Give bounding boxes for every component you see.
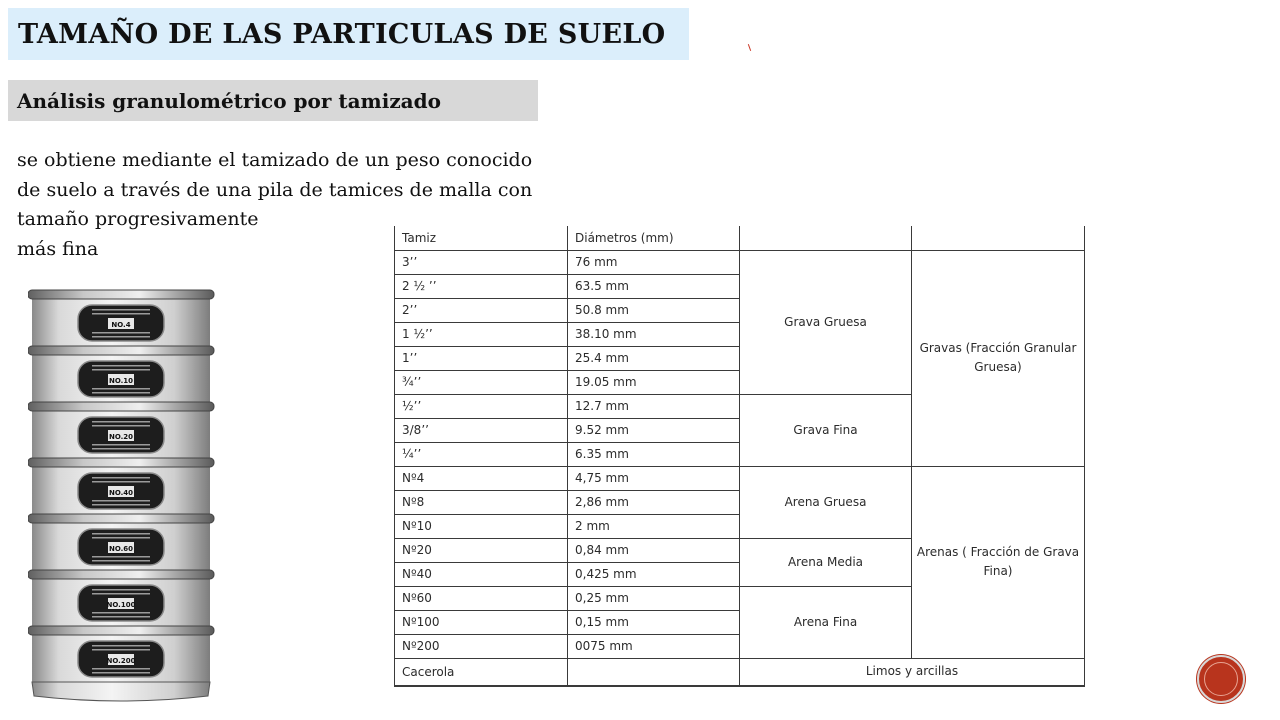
sieve-stack-image xyxy=(28,284,216,704)
cell-tamiz: 1’’ xyxy=(395,346,568,370)
cell-tamiz: Nº100 xyxy=(395,610,568,634)
cell-diametro: 0,25 mm xyxy=(568,586,740,610)
cell-tamiz: ¼’’ xyxy=(395,442,568,466)
cell-tamiz: Nº200 xyxy=(395,634,568,658)
cell-tamiz: Cacerola xyxy=(395,658,568,686)
cell-tamiz: Nº10 xyxy=(395,514,568,538)
cell-class-limos: Limos y arcillas xyxy=(740,658,1085,686)
cell-tamiz: 3’’ xyxy=(395,250,568,274)
header-empty xyxy=(740,226,912,250)
cell-tamiz: Nº4 xyxy=(395,466,568,490)
subtitle-bar xyxy=(8,80,538,121)
sieve-layer xyxy=(28,402,214,458)
sieve-number-label: NO.20 xyxy=(108,433,134,441)
cell-tamiz: ½’’ xyxy=(395,394,568,418)
table-header-row xyxy=(395,226,1085,250)
sieve-size-table xyxy=(394,226,1085,687)
header-tamiz: Tamiz xyxy=(395,226,568,250)
cell-diametro: 6.35 mm xyxy=(568,442,740,466)
cell-diametro: 76 mm xyxy=(568,250,740,274)
nav-circle-icon xyxy=(1204,662,1238,696)
cell-subclass-arena-gruesa: Arena Gruesa xyxy=(740,466,912,538)
cell-diametro: 2 mm xyxy=(568,514,740,538)
header-empty xyxy=(912,226,1085,250)
body-line: se obtiene mediante el tamizado de un peso conocido xyxy=(17,149,533,171)
sieve-layer xyxy=(28,346,214,402)
cell-tamiz: 2’’ xyxy=(395,298,568,322)
sieve-layer xyxy=(28,626,214,682)
cell-subclass-grava-fina: Grava Fina xyxy=(740,394,912,466)
sieve-number-label: NO.200 xyxy=(106,657,136,665)
cell-diametro: 63.5 mm xyxy=(568,274,740,298)
sieve-number-label: NO.60 xyxy=(108,545,134,553)
cell-diametro: 38.10 mm xyxy=(568,322,740,346)
cell-class-arenas: Arenas ( Fracción de Grava Fina) xyxy=(912,466,1085,658)
cell-diametro: 50.8 mm xyxy=(568,298,740,322)
table-row-cacerola xyxy=(395,658,1085,686)
cell-diametro: 12.7 mm xyxy=(568,394,740,418)
cell-tamiz: ¾’’ xyxy=(395,370,568,394)
slide-title: TAMAÑO DE LAS PARTICULAS DE SUELO xyxy=(18,18,666,50)
cell-diametro: 0,84 mm xyxy=(568,538,740,562)
cell-subclass-grava-gruesa: Grava Gruesa xyxy=(740,250,912,394)
sieve-layer xyxy=(28,570,214,626)
cell-diametro: 0075 mm xyxy=(568,634,740,658)
next-slide-button[interactable] xyxy=(1197,655,1245,703)
cell-diametro: 19.05 mm xyxy=(568,370,740,394)
sieve-layer xyxy=(28,458,214,514)
sieve-pan xyxy=(32,682,210,701)
decorative-tick xyxy=(748,44,751,51)
table-row xyxy=(395,250,1085,274)
cell-diametro: 9.52 mm xyxy=(568,418,740,442)
slide-subtitle: Análisis granulométrico por tamizado xyxy=(17,88,441,113)
cell-tamiz: 3/8’’ xyxy=(395,418,568,442)
cell-diametro: 2,86 mm xyxy=(568,490,740,514)
sieve-number-label: NO.10 xyxy=(108,377,134,385)
sieve-number-label: NO.100 xyxy=(106,601,136,609)
cell-diametro: 25.4 mm xyxy=(568,346,740,370)
table-row xyxy=(395,466,1085,490)
cell-tamiz: Nº40 xyxy=(395,562,568,586)
cell-empty xyxy=(568,658,740,686)
body-line: de suelo a través de una pila de tamices de malla con xyxy=(17,178,533,201)
cell-tamiz: 2 ½ ’’ xyxy=(395,274,568,298)
sieve-number-label: NO.4 xyxy=(111,321,131,329)
body-line: tamaño progresivamente xyxy=(17,208,259,230)
cell-diametro: 0,15 mm xyxy=(568,610,740,634)
cell-tamiz: Nº20 xyxy=(395,538,568,562)
sieve-layer xyxy=(28,290,214,346)
cell-diametro: 4,75 mm xyxy=(568,466,740,490)
cell-class-gravas: Gravas (Fracción Granular Gruesa) xyxy=(912,250,1085,466)
sieve-table-container xyxy=(394,226,1084,708)
header-diametro: Diámetros (mm) xyxy=(568,226,740,250)
cell-subclass-arena-fina: Arena Fina xyxy=(740,586,912,658)
sieve-number-label: NO.40 xyxy=(108,489,134,497)
cell-diametro: 0,425 mm xyxy=(568,562,740,586)
title-bar xyxy=(8,8,689,60)
cell-tamiz: 1 ½’’ xyxy=(395,322,568,346)
sieve-layer xyxy=(28,514,214,570)
cell-tamiz: Nº60 xyxy=(395,586,568,610)
cell-tamiz: Nº8 xyxy=(395,490,568,514)
cell-subclass-arena-media: Arena Media xyxy=(740,538,912,586)
body-line: más fina xyxy=(17,237,99,260)
